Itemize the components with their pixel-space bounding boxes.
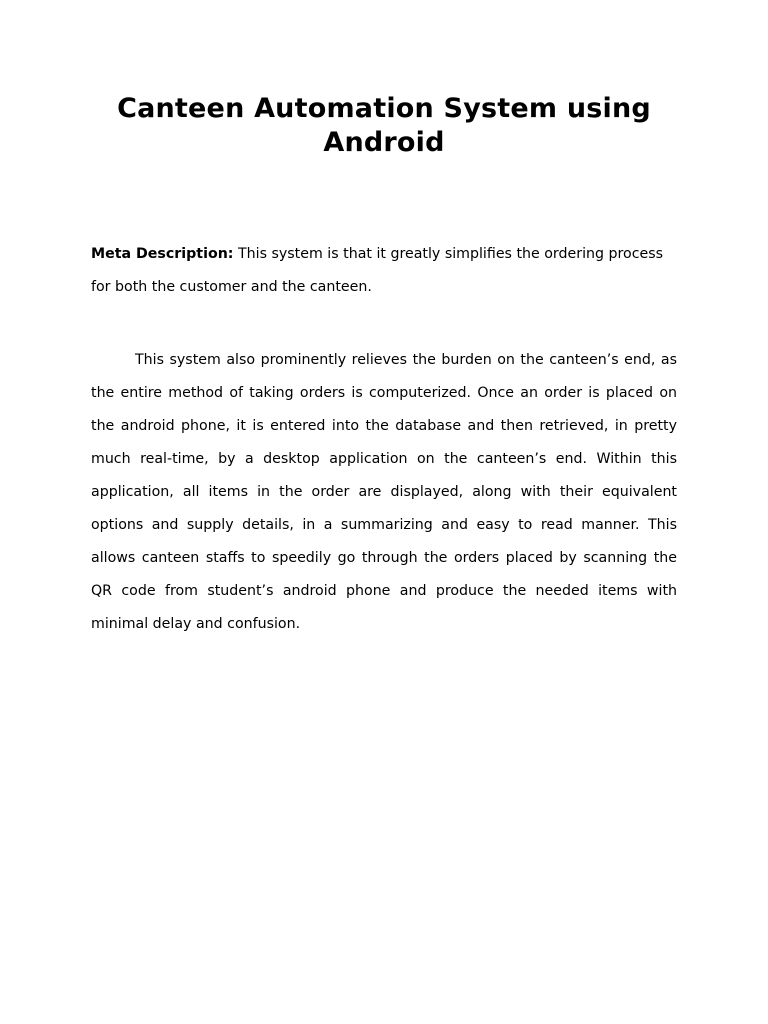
document-title [96,92,672,160]
meta-description [91,238,677,304]
body-paragraph: This system also prominently relieves the burden on the canteen’s end, as the entire method of taking orders is computerized. Once an order is placed on the android phone, it is entered into the database and then retrieved, in pretty much real-time, by a desktop application on the canteen’s end. Within this application, all items in the order are displayed, along with their equivalent options and supply details, in a summarizing and easy to read manner. This allows canteen staffs to speedily go through the orders placed by scanning the QR code from student’s android phone and produce the needed items with minimal delay and confusion. [91,352,677,632]
title-line-1: Canteen Automation System using [117,93,651,124]
meta-description-text: This system is that it greatly simplifies the ordering process for both the customer and the canteen. [91,246,664,295]
title-line-2: Android [323,127,445,158]
meta-description-label: Meta Description: [91,246,234,262]
